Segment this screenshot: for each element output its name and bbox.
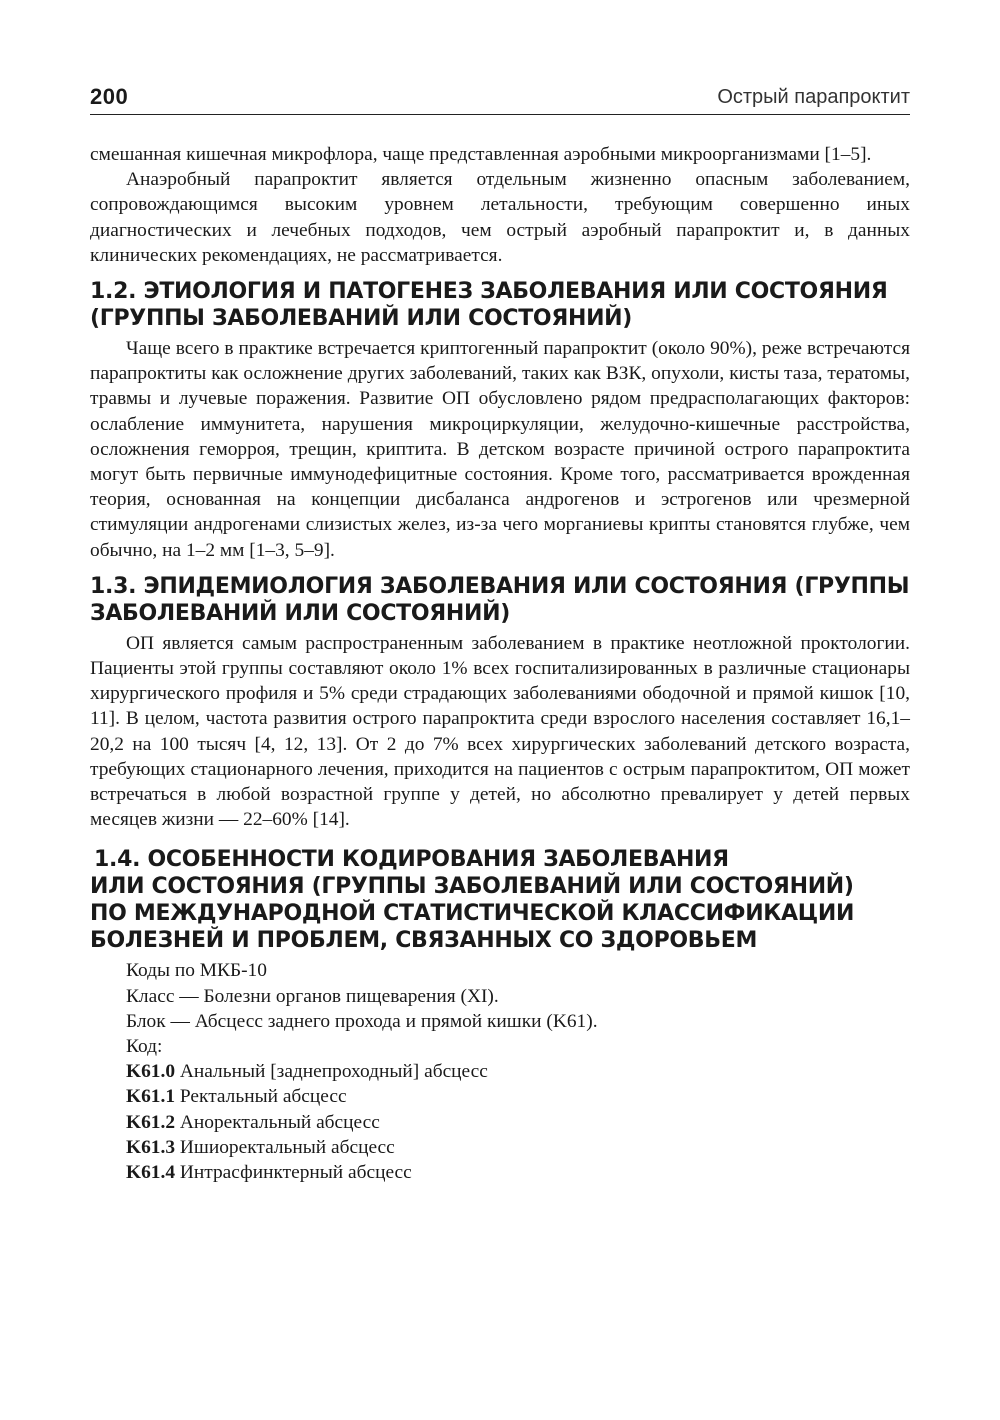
- section-1-4-heading-line-1: 1.4. ОСОБЕННОСТИ КОДИРОВАНИЯ ЗАБОЛЕВАНИЯ: [94, 847, 729, 873]
- icd-code: K61.1: [126, 1086, 176, 1108]
- section-1-4-heading-line-2: ИЛИ СОСТОЯНИЯ (ГРУППЫ ЗАБОЛЕВАНИЙ ИЛИ СОСТОЯНИЙ): [90, 874, 854, 900]
- icd-code-desc: Аноректальный абсцесс: [179, 1111, 380, 1133]
- section-1-4-heading-line-3: ПО МЕЖДУНАРОДНОЙ СТАТИСТИЧЕСКОЙ КЛАССИФИКАЦИИ: [90, 901, 855, 927]
- icd-code-item: [90, 1084, 910, 1109]
- section-1-4-heading-line-4: БОЛЕЗНЕЙ И ПРОБЛЕМ, СВЯЗАННЫХ СО ЗДОРОВЬЕМ: [90, 928, 758, 954]
- icd-line-code-label: Код:: [126, 1036, 163, 1058]
- icd-code-desc: Ишиоректальный абсцесс: [179, 1136, 395, 1158]
- intro-paragraph-1: смешанная кишечная микрофлора, чаще представленная аэробными микроорганизмами [1–5].: [90, 144, 872, 165]
- icd-code-item: [90, 1160, 910, 1185]
- icd-code-desc: Интрасфинктерный абсцесс: [179, 1162, 412, 1184]
- icd-code-item: [90, 1135, 910, 1160]
- icd-code: K61.4: [126, 1162, 176, 1184]
- page-number: 200: [90, 84, 129, 109]
- section-1-4-heading: [90, 846, 910, 954]
- running-head: [90, 84, 910, 115]
- icd-code: K61.0: [126, 1061, 176, 1083]
- icd-code-desc: Анальный [заднепроходный] абсцесс: [179, 1061, 488, 1083]
- icd-code: K61.2: [126, 1111, 176, 1133]
- section-1-2-paragraph: Чаще всего в практике встречается криптогенный парапроктит (около 90%), реже встречаются парапроктиты как осложнение других заболеваний, таких как ВЗК, опухоли, кисты таза, тератомы, травмы и лучевые поражения. Развитие ОП обусловлено рядом предрасполагающих факторов: ослабление иммунитета, нарушения микроциркуляции, желудочно-кишечные расстройства, осложнения геморроя, трещин, криптита. В детском возрасте причиной острого парапроктита могут быть первичные иммунодефицитные состояния. Кроме того, рассматривается врожденная теория, основанная на концепции дисбаланса андрогенов и эстрогенов или чрезмерной стимуляции андрогенами слизистых желез, из-за чего морганиевы крипты становятся глубже, чем обычно, на 1–2 мм [1–3, 5–9].: [90, 338, 910, 561]
- icd-code-item: [90, 1059, 910, 1084]
- icd-code-desc: Ректальный абсцесс: [179, 1086, 347, 1108]
- section-1-2-heading: 1.2. ЭТИОЛОГИЯ И ПАТОГЕНЕЗ ЗАБОЛЕВАНИЯ ИЛИ СОСТОЯНИЯ (ГРУППЫ ЗАБОЛЕВАНИЙ ИЛИ СОСТОЯНИЙ): [90, 279, 888, 332]
- icd-code-item: [90, 1110, 910, 1135]
- icd-code: K61.3: [126, 1136, 176, 1158]
- icd-line-class: Класс — Болезни органов пищеварения (XI).: [126, 985, 499, 1007]
- body-text: [90, 142, 910, 1185]
- icd-line-codes: Коды по МКБ-10: [126, 960, 267, 982]
- section-1-3-paragraph: ОП является самым распространенным заболеванием в практике неотложной проктологии. Пациенты этой группы составляют около 1% всех госпитализированных в различные стационары хирургического профиля и 5% среди страдающих заболеваниями ободочной и прямой кишок [10, 11]. В целом, частота развития острого парапроктита среди взрослого населения составляет 16,1–20,2 на 100 тысяч [4, 12, 13]. От 2 до 7% всех хирургических заболеваний детского возраста, требующих стационарного лечения, приходится на пациентов с острым парапроктитом, ОП может встречаться в любой возрастной группе у детей, но абсолютно превалирует у детей первых месяцев жизни — 22–60% [14].: [90, 632, 910, 831]
- intro-paragraph-2: Анаэробный парапроктит является отдельным жизненно опасным заболеванием, сопровождающимся высоким уровнем летальности, требующим совершенно иных диагностических и лечебных подходов, чем острый аэробный парапроктит и, в данных клинических рекомендациях, не рассматривается.: [90, 169, 910, 266]
- section-1-3-heading: 1.3. ЭПИДЕМИОЛОГИЯ ЗАБОЛЕВАНИЯ ИЛИ СОСТОЯНИЯ (ГРУППЫ ЗАБОЛЕВАНИЙ ИЛИ СОСТОЯНИЙ): [90, 573, 910, 626]
- icd-line-block: Блок — Абсцесс заднего прохода и прямой кишки (K61).: [126, 1010, 598, 1032]
- icd-code-list: [90, 958, 910, 1185]
- chapter-title: Острый парапроктит: [717, 86, 910, 108]
